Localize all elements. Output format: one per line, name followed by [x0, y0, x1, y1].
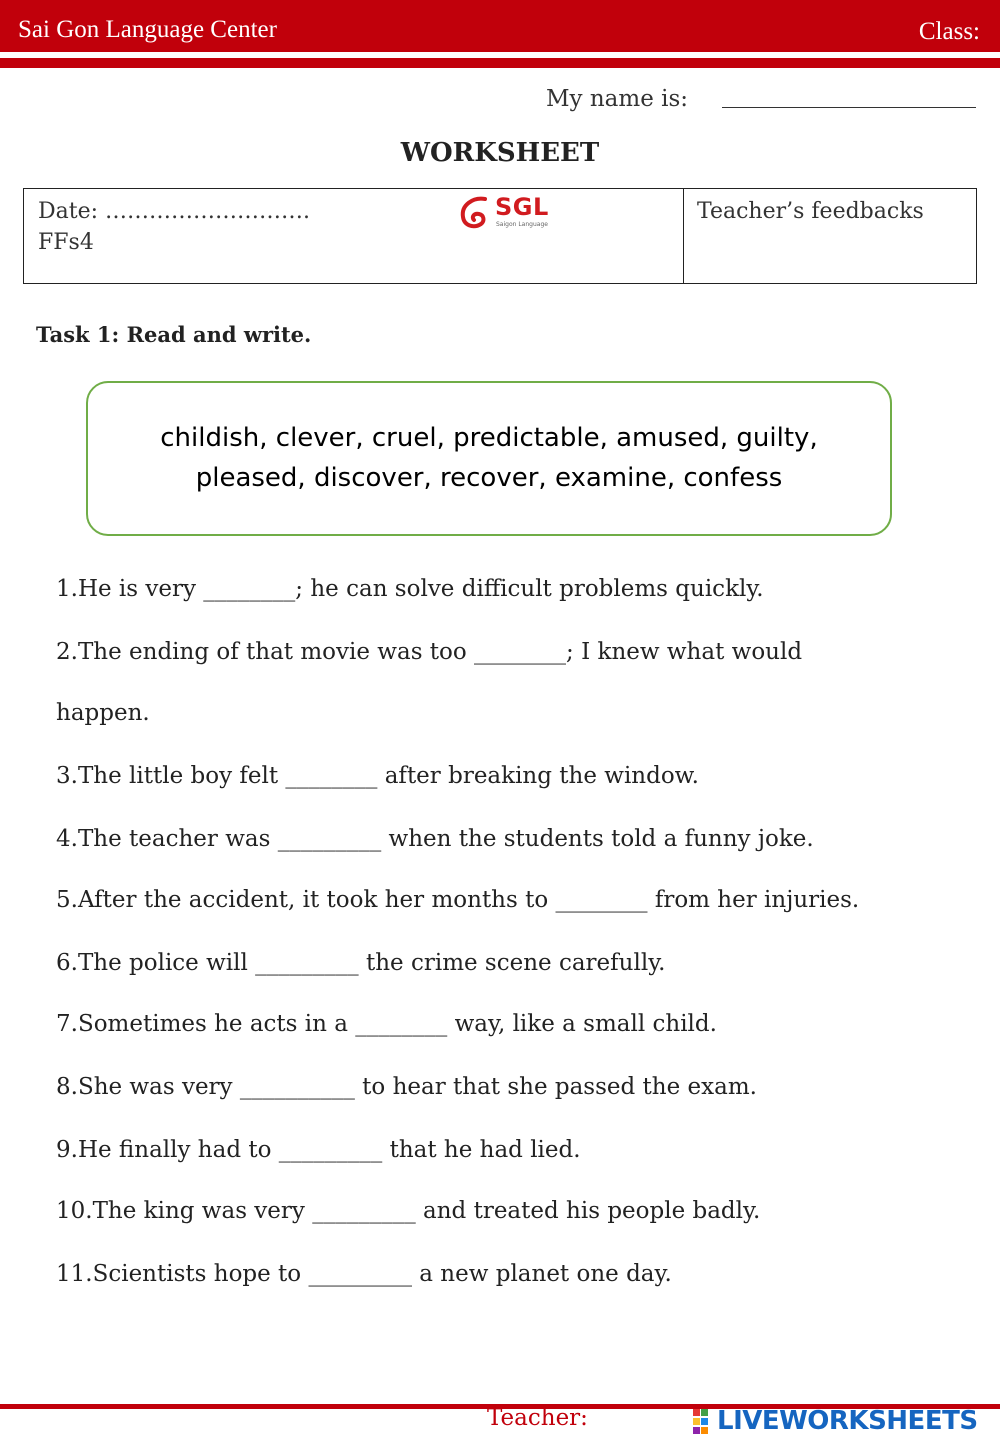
liveworksheets-logo-icon — [693, 1409, 715, 1435]
question-9[interactable]: 9.He finally had to _________ that he had lied. — [56, 1137, 581, 1163]
question-7[interactable]: 7.Sometimes he acts in a ________ way, like a small child. — [56, 1011, 717, 1037]
question-5[interactable]: 5.After the accident, it took her months to ________ from her injuries. — [56, 887, 860, 913]
info-divider — [683, 189, 684, 283]
name-field[interactable] — [722, 107, 976, 108]
logo-subtitle: Saigon Language — [496, 221, 548, 228]
question-10[interactable]: 10.The king was very _________ and treated his people badly. — [56, 1198, 761, 1224]
teacher-label: Teacher: — [487, 1405, 588, 1431]
word-bank-line: pleased, discover, recover, examine, confess — [195, 463, 783, 493]
organization-name: Sai Gon Language Center — [18, 16, 277, 43]
task-heading: Task 1: Read and write. — [36, 322, 312, 347]
page-title: WORKSHEET — [400, 138, 600, 168]
class-label: Class: — [918, 18, 980, 45]
teacher-feedback-label: Teacher’s feedbacks — [697, 199, 924, 224]
info-box — [23, 188, 977, 284]
word-bank — [86, 381, 892, 536]
question-2-continued: happen. — [56, 700, 150, 726]
question-3[interactable]: 3.The little boy felt ________ after breaking the window. — [56, 763, 699, 789]
liveworksheets-brand[interactable] — [693, 1406, 993, 1438]
question-8[interactable]: 8.She was very __________ to hear that she passed the exam. — [56, 1074, 757, 1100]
liveworksheets-brand-text: LIVEWORKSHEETS — [717, 1406, 978, 1436]
question-2[interactable]: 2.The ending of that movie was too ________; I knew what would — [56, 639, 803, 665]
sgl-logo — [455, 193, 555, 233]
level-code: FFs4 — [38, 230, 94, 255]
question-6[interactable]: 6.The police will _________ the crime scene carefully. — [56, 950, 666, 976]
header-bar — [0, 0, 1000, 52]
sgl-swirl-icon — [455, 193, 495, 233]
logo-text: SGL — [495, 193, 549, 221]
date-field: Date: ………………………. — [38, 199, 311, 224]
question-4[interactable]: 4.The teacher was _________ when the students told a funny joke. — [56, 826, 814, 852]
question-11[interactable]: 11.Scientists hope to _________ a new planet one day. — [56, 1261, 672, 1287]
word-bank-line: childish, clever, cruel, predictable, amused, guilty, — [160, 423, 818, 453]
question-1[interactable]: 1.He is very ________; he can solve difficult problems quickly. — [56, 576, 764, 602]
name-label: My name is: — [546, 86, 689, 112]
header-divider — [0, 58, 1000, 68]
